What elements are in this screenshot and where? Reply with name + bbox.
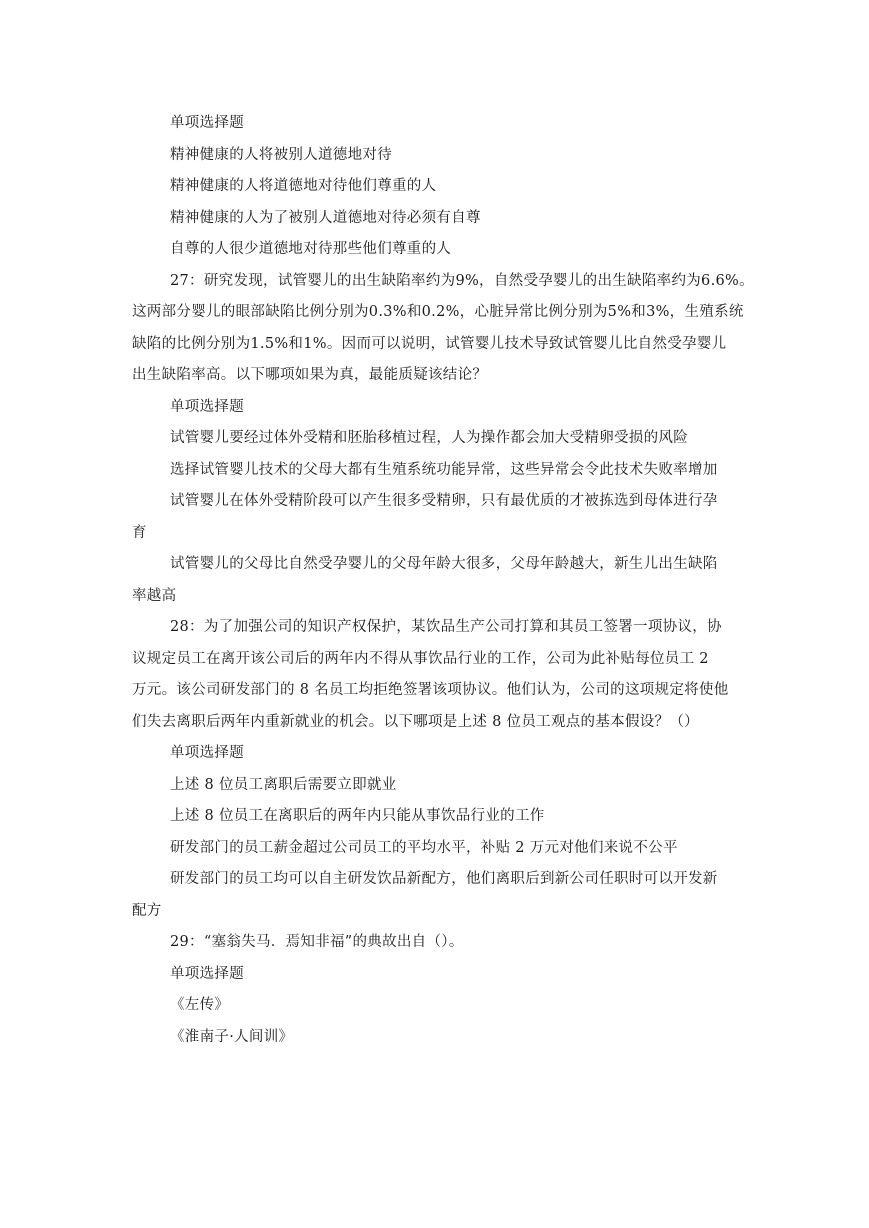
q26-option-a: 精神健康的人将被别人道德地对待	[170, 146, 392, 163]
q28-stem-line-4: 们失去离职后两年内重新就业的机会。以下哪项是上述 8 位员工观点的基本假设？（）	[132, 713, 699, 730]
q28-type-label: 单项选择题	[170, 745, 244, 761]
q28-stem-line-2: 议规定员工在离开该公司后的两年内不得从事饮品行业的工作，公司为此补贴每位员工 2	[132, 650, 709, 667]
q26-option-d: 自尊的人很少道德地对待那些他们尊重的人	[170, 241, 452, 257]
q28-stem-line-3: 万元。该公司研发部门的 8 名员工均拒绝签署该项协议。他们认为，公司的这项规定将使他	[132, 682, 729, 698]
document-content	[132, 108, 754, 1053]
q28-option-b: 上述 8 位员工在离职后的两年内只能从事饮品行业的工作	[170, 808, 545, 824]
q28-option-a: 上述 8 位员工离职后需要立即就业	[170, 776, 397, 793]
q27-stem-line-4: 出生缺陷率高。以下哪项如果为真，最能质疑该结论？	[132, 367, 488, 383]
question-type-label: 单项选择题	[170, 115, 244, 131]
q28-stem-line-1: 28：为了加强公司的知识产权保护，某饮品生产公司打算和其员工签署一项协议，协	[170, 619, 722, 635]
q27-stem-line-2: 这两部分婴儿的眼部缺陷比例分别为0.3%和0.2%，心脏异常比例分别为5%和3%，生殖系统	[132, 304, 744, 320]
q27-option-c-line-2: 育	[132, 524, 147, 541]
q29-stem-line-1: 29：“塞翁失马．焉知非福”的典故出自（）。	[170, 934, 464, 950]
q26-option-b: 精神健康的人将道德地对待他们尊重的人	[170, 178, 437, 194]
q28-option-c: 研发部门的员工薪金超过公司员工的平均水平，补贴 2 万元对他们来说不公平	[170, 839, 678, 856]
q27-option-a: 试管婴儿要经过体外受精和胚胎移植过程，人为操作都会加大受精卵受损的风险	[170, 430, 688, 446]
q29-option-a: 《左传》	[170, 997, 230, 1013]
q27-option-d-line-2: 率越高	[132, 587, 177, 604]
q28-option-d-line-2: 配方	[132, 902, 162, 919]
q27-option-c-line-1: 试管婴儿在体外受精阶段可以产生很多受精卵，只有最优质的才被拣选到母体进行孕	[170, 493, 718, 509]
q29-option-b: 《淮南子·人间训》	[170, 1028, 294, 1045]
q27-option-d-line-1: 试管婴儿的父母比自然受孕婴儿的父母年龄大很多，父母年龄越大，新生儿出生缺陷	[170, 556, 718, 572]
q26-option-c: 精神健康的人为了被别人道德地对待必须有自尊	[170, 209, 481, 226]
q29-type-label: 单项选择题	[170, 965, 244, 982]
q27-option-b: 选择试管婴儿技术的父母大都有生殖系统功能异常，这些异常会令此技术失败率增加	[170, 461, 718, 478]
q27-stem-line-3: 缺陷的比例分别为1.5%和1%。因而可以说明，试管婴儿技术导致试管婴儿比自然受孕婴儿	[132, 335, 727, 352]
q27-type-label: 单项选择题	[170, 398, 244, 415]
q27-stem-line-1: 27：研究发现，试管婴儿的出生缺陷率约为9%，自然受孕婴儿的出生缺陷率约为6.6%。	[170, 272, 754, 289]
q28-option-d-line-1: 研发部门的员工均可以自主研发饮品新配方，他们离职后到新公司任职时可以开发新	[170, 871, 718, 887]
